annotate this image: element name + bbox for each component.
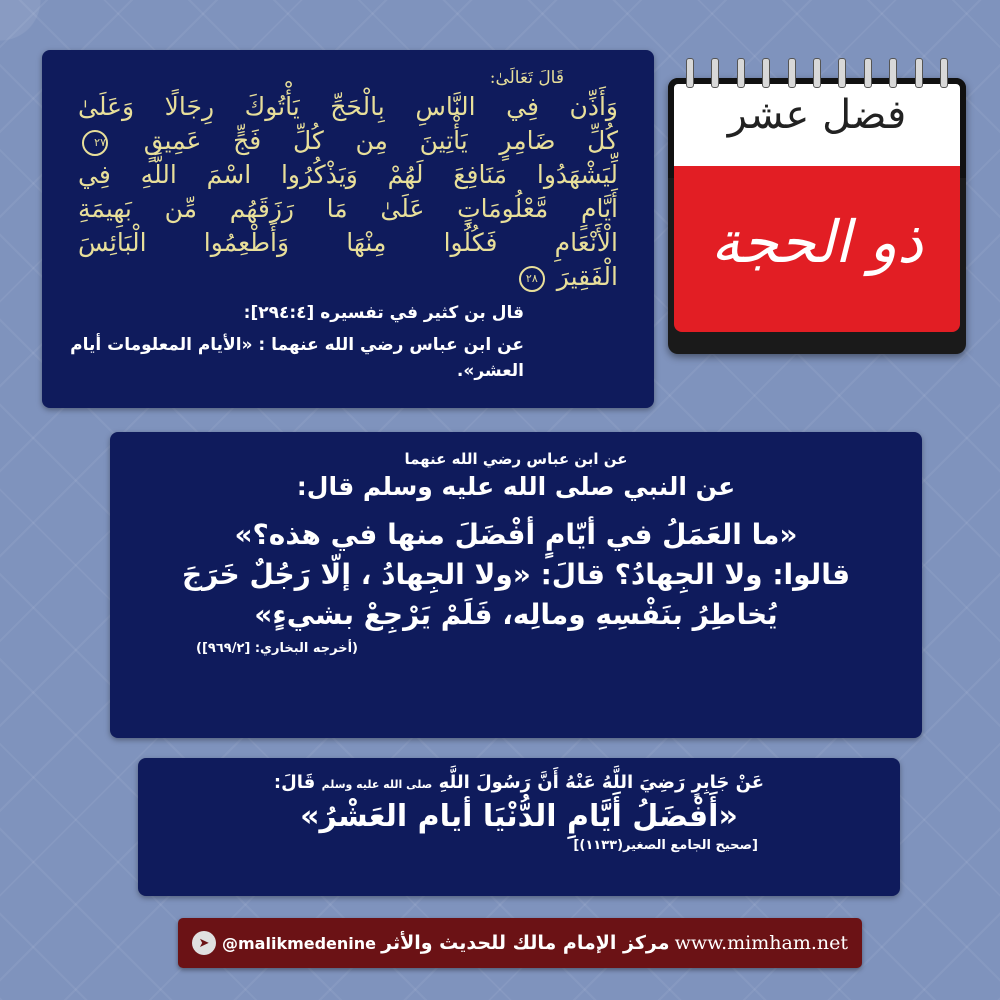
jabir-source: [صحيح الجامع الصغير(١١٣٣)] <box>573 838 758 853</box>
aya-number-27: ٢٧ <box>82 130 108 156</box>
aya-number-28: ٢٨ <box>519 266 545 292</box>
hadith-prophet-line: عن النبي صلى الله عليه وسلم قال: <box>296 472 736 501</box>
verse-line: الْأَنْعَامِ فَكُلُوا مِنْهَا وَأَطْعِمُوا الْبَائِسَ <box>78 228 618 257</box>
calendar-graphic <box>668 58 966 354</box>
ring-icon <box>838 58 846 88</box>
hadith-source: (أخرجه البخاري: [٩٦٩/٢]) <box>196 641 358 656</box>
ring-icon <box>864 58 872 88</box>
verse-panel <box>42 50 654 408</box>
jabir-hadith-panel <box>138 758 900 896</box>
hadith-text-line: «ما العَمَلُ في أيّامٍ أفْضَلَ منها في هذه؟» <box>234 518 798 551</box>
verse-line: كُلِّ ضَامِرٍ يَأْتِينَ مِن كُلِّ فَجٍّ عَمِيقٍ ٢٧ <box>78 124 618 158</box>
center-name: مركز الإمام مالك للحديث والأثر <box>381 932 670 954</box>
verse-end: الْفَقِيرَ ٢٨ <box>78 260 618 294</box>
ring-icon <box>762 58 770 88</box>
jabir-hadith-text: «أَفْضَلُ أَيَّامِ الدُّنْيَا أيام العَشْرُ» <box>300 799 738 834</box>
social-handle[interactable] <box>192 931 376 955</box>
jabir-intro: عَنْ جَابِرٍ رَضِيَ اللَّهُ عَنْهُ أَنَّ رَسُولَ اللَّهِ صلى الله عليه وسلم قَالَ: <box>273 772 765 793</box>
ring-icon <box>737 58 745 88</box>
telegram-handle[interactable]: @malikmedenine <box>222 933 377 953</box>
tafsir-quote: عن ابن عباس رضي الله عنهما : «الأيام المعلومات أيام العشر». <box>70 335 524 381</box>
hadith-narrator: عن ابن عباس رضي الله عنهما <box>404 450 628 468</box>
calendar-rings <box>686 58 948 88</box>
salla-text: صلى الله عليه وسلم <box>321 778 433 791</box>
hadith-panel <box>110 432 922 738</box>
footer-bar <box>178 918 862 968</box>
ring-icon <box>940 58 948 88</box>
website-link[interactable]: www.mimham.net <box>674 932 848 954</box>
verse-line: وَأَذِّن فِي النَّاسِ بِالْحَجِّ يَأْتُوكَ رِجَالًا وَعَلَىٰ <box>78 92 618 121</box>
calendar-month: ذو الحجة <box>710 208 924 276</box>
tafsir-line: قال بن كثير في تفسيره [٢٩٤:٤]: <box>243 303 524 323</box>
ring-icon <box>711 58 719 88</box>
verse-line: أَيَّامٍ مَّعْلُومَاتٍ عَلَىٰ مَا رَزَقَهُم مِّن بَهِيمَةِ <box>78 194 618 223</box>
ring-icon <box>686 58 694 88</box>
ring-icon <box>813 58 821 88</box>
verse-line: لِّيَشْهَدُوا مَنَافِعَ لَهُمْ وَيَذْكُرُوا اسْمَ اللَّهِ فِي <box>78 160 618 189</box>
verse-intro: قَالَ تَعَالَىٰ: <box>489 68 564 88</box>
telegram-icon: ➤ <box>192 931 216 955</box>
ring-icon <box>788 58 796 88</box>
ring-icon <box>889 58 897 88</box>
hadith-text-line: يُخاطِرُ بنَفْسِهِ ومالِه، فَلَمْ يَرْجِعْ بشيءٍ» <box>254 598 778 631</box>
hadith-text-line: قالوا: ولا الجِهادُ؟ قالَ: «ولا الجِهادُ ، إلّا رَجُلٌ خَرَجَ <box>181 558 851 591</box>
ring-icon <box>915 58 923 88</box>
calendar-title: فضل عشر <box>727 92 907 138</box>
